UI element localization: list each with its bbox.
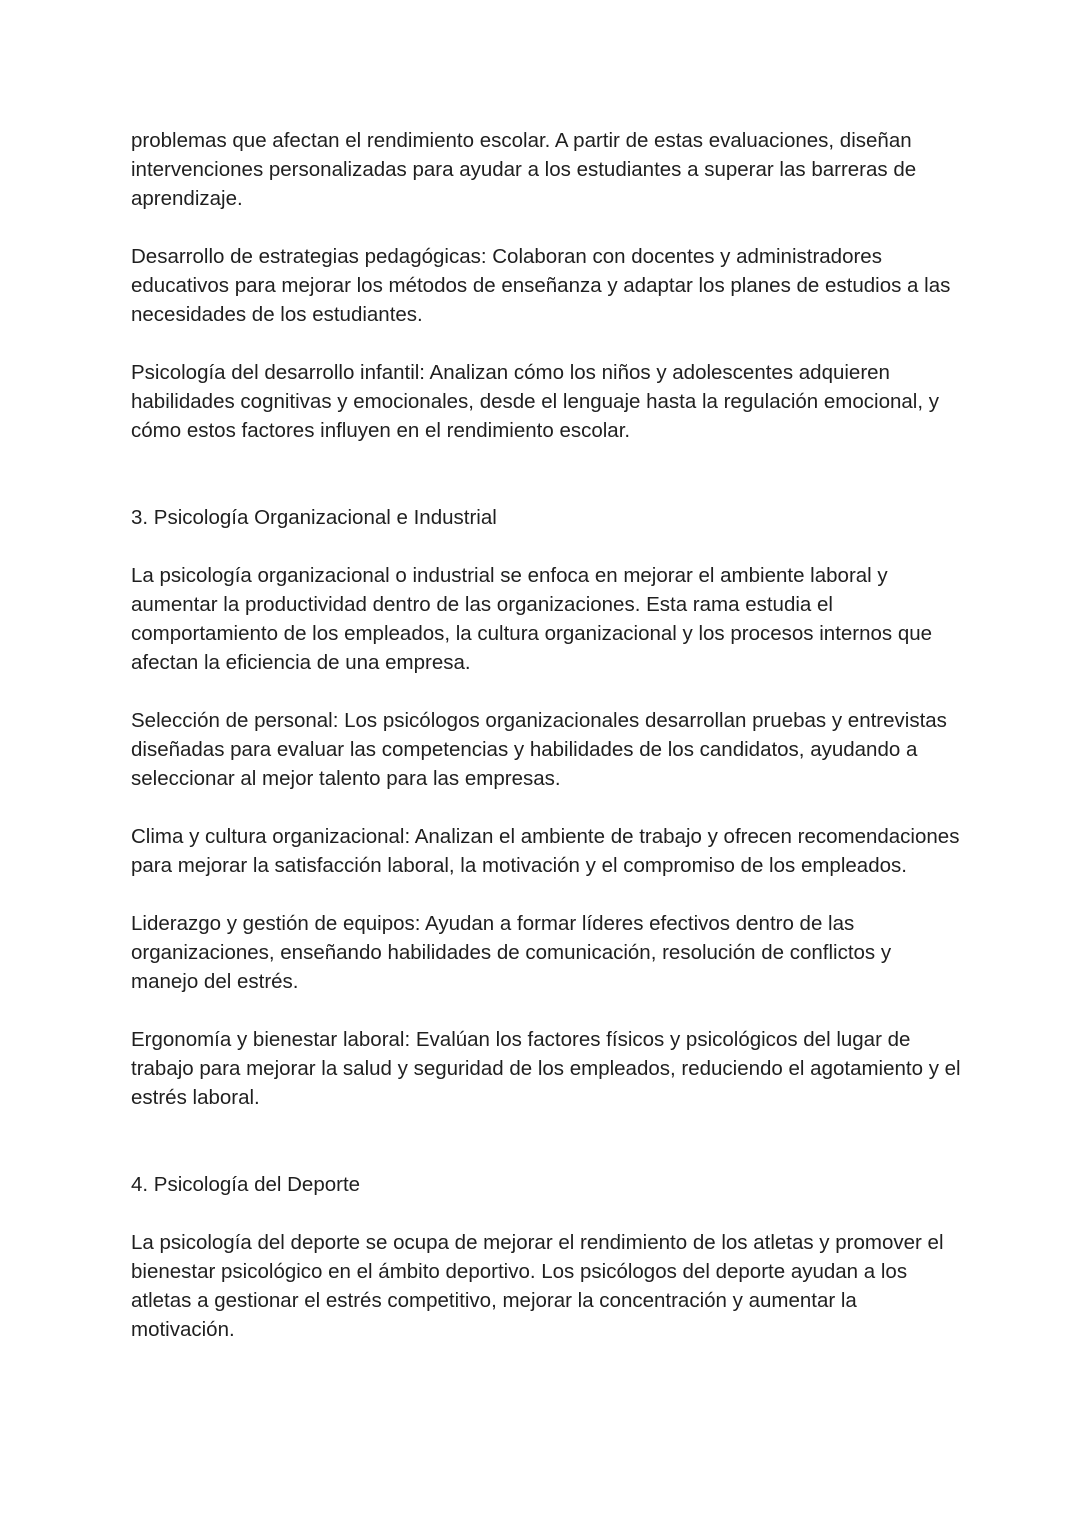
paragraph-ergonomics: Ergonomía y bienestar laboral: Evalúan los factores físicos y psicológicos del lugar de trabajo para mejorar la salud y seguridad de los empleados, reduciendo el agotamiento y el estrés laboral. (131, 1028, 961, 1109)
paragraph-spacer (131, 793, 961, 822)
paragraph-leadership: Liderazgo y gestión de equipos: Ayudan a formar líderes efectivos dentro de las organizaciones, enseñando habilidades de comunicación, resolución de conflictos y manejo del estrés. (131, 912, 892, 993)
section-spacer (131, 1112, 961, 1170)
section-heading-organizational: 3. Psicología Organizacional e Industrial (131, 506, 497, 529)
paragraph-sport-intro: La psicología del deporte se ocupa de mejorar el rendimiento de los atletas y promover el bienestar psicológico en el ámbito deportivo. Los psicólogos del deporte ayudan a los atletas a gestionar el estrés competitivo, mejorar la concentración y aumentar la motivación. (131, 1231, 944, 1341)
section-heading-sport: 4. Psicología del Deporte (131, 1173, 361, 1196)
paragraph-spacer (131, 213, 961, 242)
paragraph-personnel-selection: Selección de personal: Los psicólogos organizacionales desarrollan pruebas y entrevistas diseñadas para evaluar las competencias y habilidades de los candidatos, ayudando a seleccionar al mejor talento para las empresas. (131, 709, 947, 790)
document-body (131, 126, 961, 1344)
paragraph-spacer (131, 1199, 961, 1228)
paragraph-organizational-intro: La psicología organizacional o industrial se enfoca en mejorar el ambiente laboral y aumentar la productividad dentro de las organizaciones. Esta rama estudia el comportamiento de los empleados, la cultura organizacional y los procesos internos que afectan la eficiencia de una empresa. (131, 564, 933, 674)
paragraph-spacer (131, 532, 961, 561)
paragraph-pedagogical-strategies: Desarrollo de estrategias pedagógicas: Colaboran con docentes y administradores educativos para mejorar los métodos de enseñanza y adaptar los planes de estudios a las necesidades de los estudiantes. (131, 245, 951, 326)
section-spacer (131, 445, 961, 503)
paragraph-evaluation-continuation: problemas que afectan el rendimiento escolar. A partir de estas evaluaciones, diseñan intervenciones personalizadas para ayudar a los estudiantes a superar las barreras de aprendizaje. (131, 129, 917, 210)
paragraph-child-development: Psicología del desarrollo infantil: Analizan cómo los niños y adolescentes adquieren habilidades cognitivas y emocionales, desde el lenguaje hasta la regulación emocional, y cómo estos factores influyen en el rendimiento escolar. (131, 361, 939, 442)
paragraph-spacer (131, 880, 961, 909)
paragraph-spacer (131, 329, 961, 358)
paragraph-organizational-climate: Clima y cultura organizacional: Analizan el ambiente de trabajo y ofrecen recomendaciones para mejorar la satisfacción laboral, la motivación y el compromiso de los empleados. (131, 825, 960, 877)
paragraph-spacer (131, 677, 961, 706)
paragraph-spacer (131, 996, 961, 1025)
